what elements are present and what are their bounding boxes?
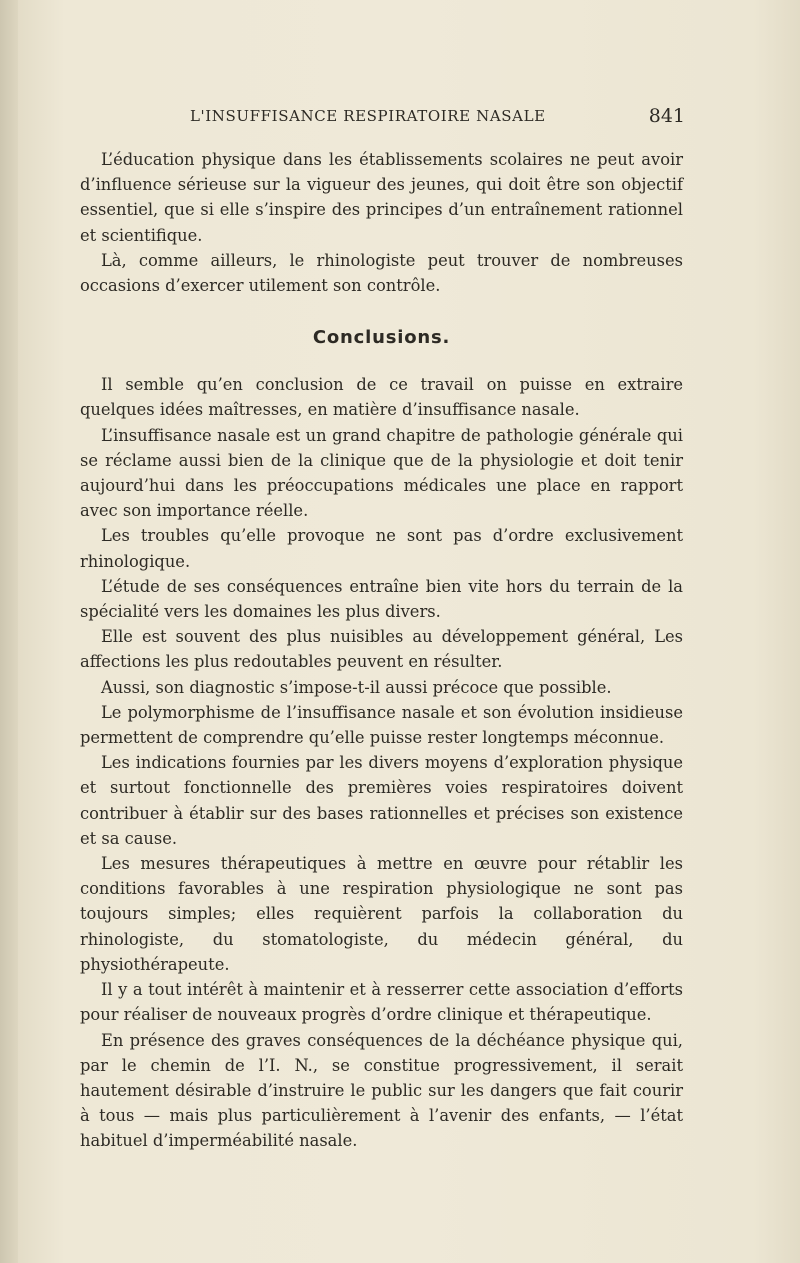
paragraph: Elle est souvent des plus nuisibles au développement général, Les affections les plus redoutables peuvent en résulter. bbox=[80, 627, 683, 672]
paragraph: Les indications fournies par les divers moyens d’exploration physique et surtout fonctionnelle des premières voies respiratoires doivent contribuer à établir sur des bases rationnelles et précises son existence et sa cause. bbox=[80, 753, 683, 848]
paragraph: L’insuffisance nasale est un grand chapitre de pathologie générale qui se réclame aussi bien de la clinique que de la physiologie et doit tenir aujourd’hui dans les préoccupations médicales une place en rapport avec son importance réelle. bbox=[80, 425, 683, 521]
paragraph: Les troubles qu’elle provoque ne sont pas d’ordre exclusivement rhinologique. bbox=[80, 526, 683, 571]
page-header bbox=[190, 105, 685, 129]
section-heading: Conclusions. bbox=[312, 327, 451, 349]
paragraph: L’éducation physique dans les établissements scolaires ne peut avoir d’influence sérieuse sur la vigueur des jeunes, qui doit être son objectif essentiel, que si elle s’inspire des principes d’un entraînement rationnel et scientifique. bbox=[80, 150, 683, 245]
paragraph: Le polymorphisme de l’insuffisance nasale et son évolution insidieuse permettent de comprendre qu’elle puisse rester longtemps méconnue. bbox=[80, 702, 683, 748]
paragraph: L’étude de ses conséquences entraîne bien vite hors du terrain de la spécialité vers les domaines les plus divers. bbox=[80, 576, 683, 622]
paragraph: En présence des graves conséquences de la déchéance physique qui, par le chemin de l’I. N., se constitue progressivement, il serait hautement désirable d’instruire le public sur les dangers que fait courir à tous — mais plus particulièrement à l’avenir des enfants, — l’état habituel d’imperméabilité nasale. bbox=[80, 1030, 683, 1151]
page-number: 841 bbox=[648, 105, 685, 127]
body-text bbox=[80, 147, 683, 1154]
page-edge-shadow bbox=[0, 0, 18, 1263]
paragraph: Il y a tout intérêt à maintenir et à resserrer cette association d’efforts pour réaliser de nouveaux progrès d’ordre clinique et thérapeutique. bbox=[80, 980, 683, 1025]
paragraph: Les mesures thérapeutiques à mettre en œuvre pour rétablir les conditions favorables à une respiration physiologique ne sont pas toujours simples; elles requièrent parfois la collaboration du rhinologiste, du stomatologiste, du médecin général, du physiothérapeute. bbox=[80, 854, 683, 974]
paragraph: Il semble qu’en conclusion de ce travail on puisse en extraire quelques idées maîtresses, en matière d’insuffisance nasale. bbox=[80, 375, 683, 420]
paragraph: Là, comme ailleurs, le rhinologiste peut trouver de nombreuses occasions d’exercer utilement son contrôle. bbox=[80, 250, 683, 296]
running-title: L'INSUFFISANCE RESPIRATOIRE NASALE bbox=[190, 107, 546, 125]
paragraph: Aussi, son diagnostic s’impose-t-il aussi précoce que possible. bbox=[101, 677, 612, 697]
